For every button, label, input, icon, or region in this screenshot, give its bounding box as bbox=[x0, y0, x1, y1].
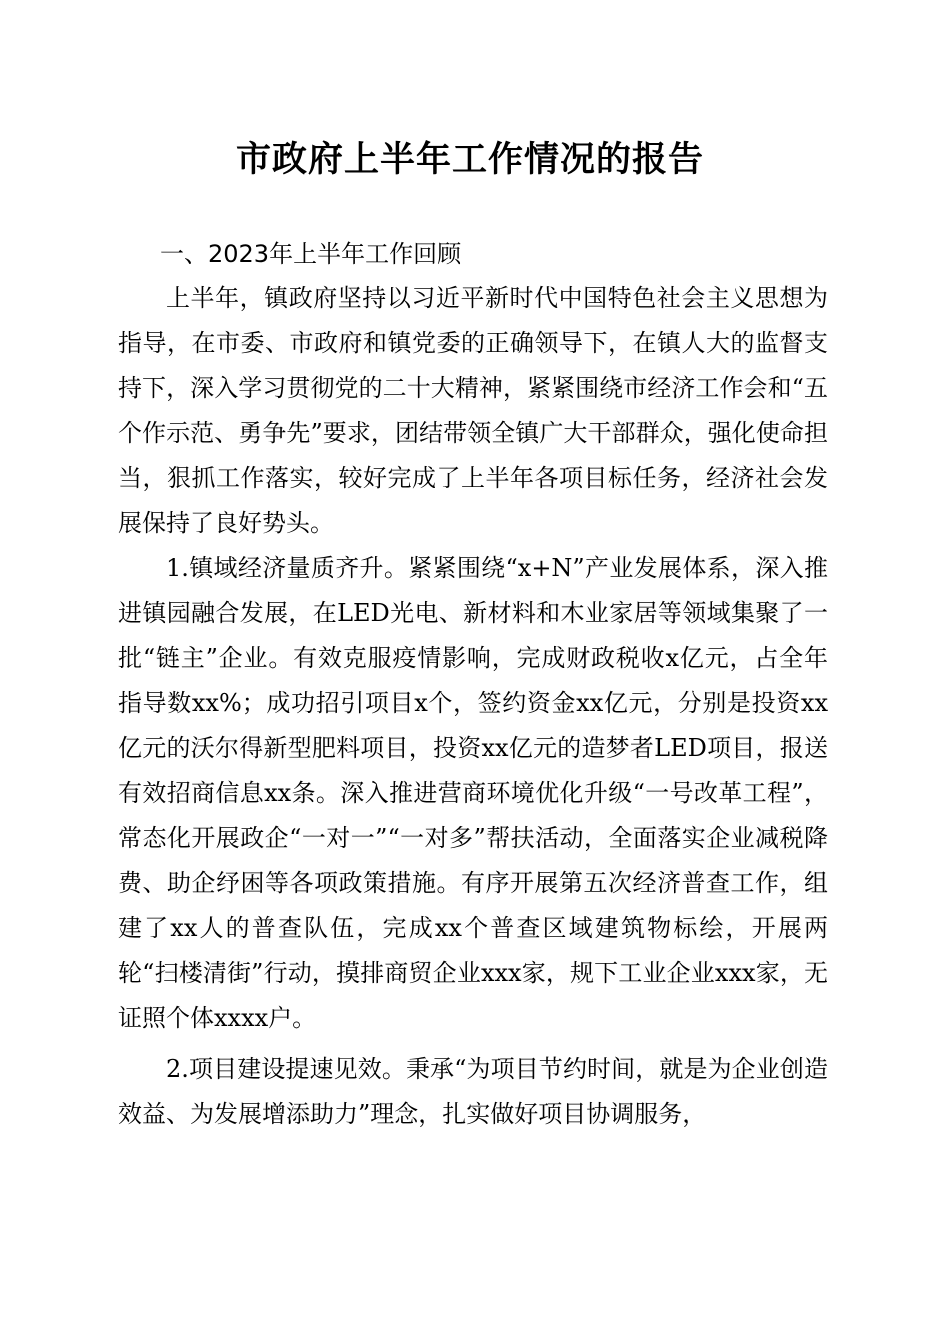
section-heading: 一、2023年上半年工作回顾 bbox=[160, 240, 462, 268]
document-body bbox=[118, 276, 828, 1137]
document-title: 市政府上半年工作情况的报告 bbox=[235, 139, 704, 180]
paragraph-economy: 1.镇域经济量质齐升。紧紧围绕“x+N”产业发展体系，深入推进镇园融合发展，在LED光电、新材料和木业家居等领域集聚了一批“链主”企业。有效克服疫情影响，完成财政税收x亿元，占全年指导数xx%；成功招引项目x个，签约资金xx亿元，分别是投资xx亿元的沃尔得新型肥料项目，投资xx亿元的造梦者LED项目，报送有效招商信息xx条。深入推进营商环境优化升级“一号改革工程”，常态化开展政企“一对一”“一对多”帮扶活动，全面落实企业减税降费、助企纾困等各项政策措施。有序开展第五次经济普查工作，组建了xx人的普查队伍，完成xx个普查区域建筑物标绘，开展两轮“扫楼清街”行动，摸排商贸企业xxx家，规下工业企业xxx家，无证照个体xxxx户。 bbox=[118, 554, 828, 1032]
paragraph-intro: 上半年，镇政府坚持以习近平新时代中国特色社会主义思想为指导，在市委、市政府和镇党委的正确领导下，在镇人大的监督支持下，深入学习贯彻党的二十大精神，紧紧围绕市经济工作会和“五个作示范、勇争先”要求，团结带领全镇广大干部群众，强化使命担当，狠抓工作落实，较好完成了上半年各项目标任务，经济社会发展保持了良好势头。 bbox=[118, 284, 828, 537]
paragraph-projects: 2.项目建设提速见效。秉承“为项目节约时间，就是为企业创造效益、为发展增添助力”理念，扎实做好项目协调服务， bbox=[118, 1055, 828, 1128]
